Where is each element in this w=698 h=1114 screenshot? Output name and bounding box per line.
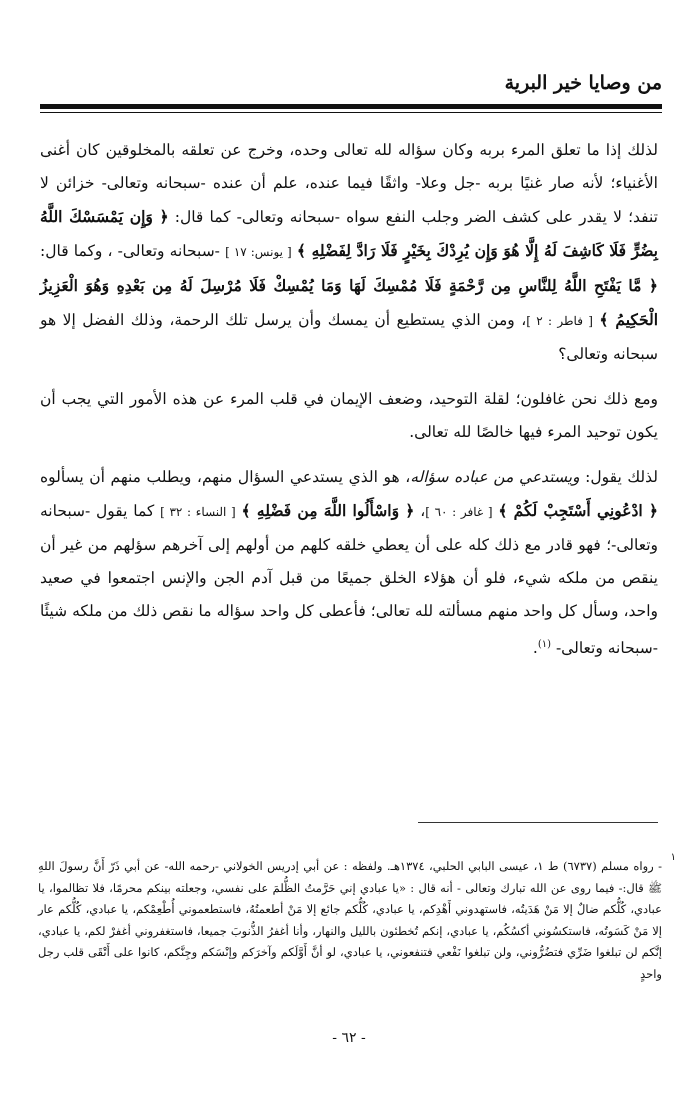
paragraph-2: ومع ذلك نحن غافلون؛ لقلة التوحيد، وضعف الإيمان في قلب المرء عن هذه الأمور التي يجب أن يكون توحيد المرء فيها خالصًا لله تعالى.	[40, 390, 658, 441]
footnote-text: - رواه مسلم (٦٧٣٧) ط ١، عيسى البابي الحلبي، ١٣٧٤هـ. ولفظه : عن أبي إدريس الخولاني -رحمه الله- عن أبي ذَرّ أَنَّ رسولَ اللهِ ﷺ قال:- فيما روى عن الله تبارك وتعالى - أنه قال : «يا عبادي إني حَرَّمتُ الظُّلمَ على نفسي، وجعلته بينكم محرمًا، فلا تظالموا، يا عبادي، كُلُّكم ضالٌ إلا مَنْ هَدَيتُه، فاستهدوني أَهْدِكم، يا عبادي، كُلُّكم جائع إلا مَنْ أطعمتُهُ، فاستطعموني أُطْعِمْكم، يا عبادي، كُلُّكم عار إلا مَنْ كَسَوتُه، فاستكسُوني أكسُكُم، يا عبادي، إنكم تُخطئون بالليل والنهار، وأنا أغفرُ الذُّنوبَ جميعا، فاستغفروني أغفرْ لكم، يا عبادي، إنَّكم لن تبلغوا ضَرِّي فتضُرُّوني، ولن تبلغوا نَفْعي فتنفعوني، يا عبادي، لو أنَّ أَوَّلَكم وآخرَكم وإنْسَكم وجِنَّكم، كانوا على أَتْقَى قلب رجل واحدٍ	[38, 859, 662, 981]
header-rule-thin	[40, 112, 662, 113]
paragraph-1-text-b: -سبحانه وتعالى- ، وكما قال:	[40, 242, 220, 260]
quran-verse-nisa: ﴿ وَاسْأَلُوا اللَّهَ مِن فَضْلِهِ ﴾	[241, 501, 415, 520]
page-number: - ٦٢ -	[332, 1030, 366, 1046]
verse-separator: ،	[420, 502, 426, 520]
header-rule-thick	[40, 104, 662, 109]
verse-reference-fatir: [ فاطر : ٢ ]	[526, 314, 593, 328]
paragraph-3-end: .	[532, 639, 538, 658]
quran-verse-ghafir: ﴿ ادْعُونِي أَسْتَجِبْ لَكُمْ ﴾	[498, 501, 658, 520]
quran-verse-yunus: ﴿ وَإِن يَمْسَسْكَ اللَّهُ بِضُرٍّ فَلَا كَاشِفَ لَهُ إِلَّا هُوَ وَإِن يُرِدْكَ بِخَيْرٍ فَلَا رَادَّ لِفَضْلِهِ ﴾	[40, 207, 658, 260]
paragraph-3	[40, 461, 658, 665]
verse-reference-nisa: [ النساء : ٣٢ ]	[160, 505, 236, 519]
footnote	[38, 856, 662, 985]
footnote-marker[interactable]: (١)	[537, 639, 551, 650]
verse-reference-yunus: [ يونس: ١٧ ]	[225, 245, 292, 259]
paragraph-1	[40, 134, 658, 371]
body-text	[40, 134, 658, 665]
footnote-number: ١	[670, 852, 676, 863]
paragraph-3-text-c: كما يقول -سبحانه وتعالى-؛ فهو قادر مع ذلك كله على أن يعطي خلقه كلهم من أولهم إلى آخرهم سؤلهم من غير أن ينقص من ملكه شيء، فلو أن هؤلاء الخلق جميعًا من قبل آدم الجن والإنس اجتمعوا في صعيد واحد، وسأل كل واحد منهم مسألته لله تعالى؛ فأعطى كل واحد سؤاله ما نقص ذلك من ملكه شيئًا -سبحانه وتعالى-	[40, 502, 658, 658]
quran-verse-fatir: ﴿ مَّا يَفْتَحِ اللَّهُ لِلنَّاسِ مِن رَّحْمَةٍ فَلَا مُمْسِكَ لَهَا وَمَا يُمْسِكْ فَلَا مُرْسِلَ لَهُ مِن بَعْدِهِ وَهُوَ الْعَزِيزُ الْحَكِيمُ ﴾	[40, 276, 659, 329]
running-title: من وصايا خير البرية	[504, 72, 662, 94]
verse-reference-ghafir: [ غافر : ٦٠ ]	[425, 505, 493, 519]
paragraph-3-text-a: لذلك يقول:	[585, 468, 659, 486]
paragraph-1-text-a: لذلك إذا ما تعلق المرء بربه وكان سؤاله لله تعالى وحده، وخرج عن تعلقه بالمخلوقين كان أغنى الأغنياء؛ لأنه صار غنيًا بربه -جل وعلا- واثقًا فيما عنده، علم أن عنده -سبحانه وتعالى- خزائن لا تنفد؛ لا يقدر على كشف الضر وجلب النفع سواه -سبحانه وتعالى- كما قال:	[40, 141, 658, 226]
footnote-rule	[418, 822, 658, 823]
paragraph-3-text-b: ، هو الذي يستدعي السؤال منهم، ويطلب منهم أن يسألوه	[40, 468, 411, 486]
hadith-quote-phrase: ويستدعي من عباده سؤاله	[410, 468, 580, 486]
paragraph-1-text-c: ، ومن الذي يستطيع أن يمسك وأن يرسل تلك الرحمة، وذلك الفضل إلا هو سبحانه وتعالى؟	[40, 311, 658, 363]
